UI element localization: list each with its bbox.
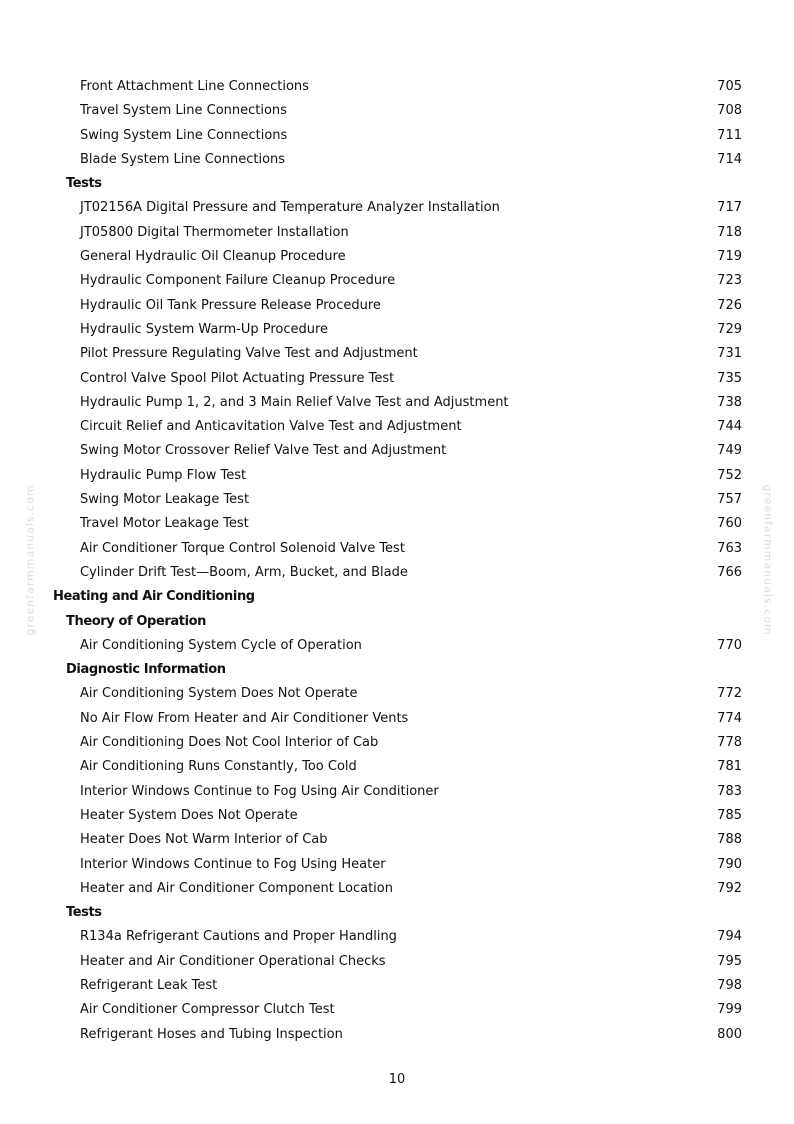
toc-entry-title: R134a Refrigerant Cautions and Proper Handling [80,929,397,945]
toc-entry-title: Heater and Air Conditioner Operational Checks [80,953,386,969]
toc-entry-title: Refrigerant Leak Test [80,977,218,993]
toc-entry-title: Air Conditioning Does Not Cool Interior of Cab [80,735,379,751]
toc-entry-page: 763 [717,540,742,556]
toc-entry[interactable] [0,269,794,293]
watermark-right: greenfarmmanuals.com [761,484,775,636]
toc-entry-page: 766 [717,564,742,580]
toc-entry[interactable] [0,707,794,731]
toc-entry-title: Pilot Pressure Regulating Valve Test and Adjustment [80,346,418,362]
toc-entry[interactable] [0,196,794,220]
toc-entry[interactable] [0,464,794,488]
toc-entry-title: Hydraulic Pump 1, 2, and 3 Main Relief Valve Test and Adjustment [80,394,509,410]
toc-entry[interactable] [0,780,794,804]
toc-entry-title: Air Conditioning System Cycle of Operation [80,637,362,653]
toc-entry-page: 744 [717,419,742,435]
toc-entry-title: Cylinder Drift Test—Boom, Arm, Bucket, and Blade [80,564,408,580]
toc-entry-title: Heating and Air Conditioning [53,589,255,605]
toc-entry-page: 723 [717,273,742,289]
toc-entry-title: Air Conditioning System Does Not Operate [80,686,358,702]
toc-entry-title: Air Conditioning Runs Constantly, Too Cold [80,759,357,775]
toc-entry-title: Blade System Line Connections [80,151,286,167]
toc-entry[interactable] [0,877,794,901]
toc-entry-page: 705 [717,79,742,94]
toc-entry-title: Swing System Line Connections [80,127,288,143]
toc-entry-title: Hydraulic Pump Flow Test [80,467,247,483]
toc-entry-page: 726 [717,297,742,313]
toc-entry[interactable] [0,974,794,998]
toc-entry-page: 778 [717,735,742,751]
toc-entry-page: 749 [717,443,742,459]
toc-entry-page: 752 [717,467,742,483]
toc-entry-page: 790 [717,856,742,872]
toc-entry-title: Heater Does Not Warm Interior of Cab [80,832,328,848]
toc-entry-page: 798 [717,977,742,993]
toc-subsection-heading [0,610,794,634]
toc-entry-page: 785 [717,807,742,823]
toc-entry[interactable] [0,512,794,536]
toc-entry-page: 770 [717,637,742,653]
toc-entry[interactable] [0,998,794,1022]
toc-entry[interactable] [0,731,794,755]
toc-section-heading [0,585,794,609]
toc-entry-title: Front Attachment Line Connections [80,79,309,94]
toc-entry-title: Hydraulic System Warm-Up Procedure [80,321,329,337]
toc-entry[interactable] [0,318,794,342]
toc-entry-title: Hydraulic Oil Tank Pressure Release Procedure [80,297,381,313]
toc-entry[interactable] [0,950,794,974]
toc-entry[interactable] [0,537,794,561]
toc-entry-title: Travel System Line Connections [80,103,287,119]
page-number: 10 [388,1072,406,1087]
toc-entry-page: 708 [717,103,742,119]
toc-entry-title: Interior Windows Continue to Fog Using Heater [80,856,386,872]
toc-entry-page: 783 [717,783,742,799]
toc-entry-title: Refrigerant Hoses and Tubing Inspection [80,1026,343,1042]
toc-entry-page: 731 [717,346,742,362]
toc-entry[interactable] [0,634,794,658]
toc-entry-page: 757 [717,492,742,508]
toc-entry[interactable] [0,221,794,245]
toc-entry[interactable] [0,755,794,779]
toc-entry-page: 788 [717,832,742,848]
toc-entry-page: 735 [717,370,742,386]
toc-entry[interactable] [0,99,794,123]
toc-entry-page: 718 [717,224,742,240]
toc-entry-title: JT05800 Digital Thermometer Installation [80,224,349,240]
toc-entry-page: 799 [717,1002,742,1018]
table-of-contents [0,75,794,1047]
toc-entry-title: Tests [66,176,102,192]
toc-entry-title: Swing Motor Leakage Test [80,492,250,508]
toc-entry-page: 711 [717,127,742,143]
toc-entry-page: 772 [717,686,742,702]
toc-entry-title: Swing Motor Crossover Relief Valve Test and Adjustment [80,443,447,459]
toc-entry-page: 781 [717,759,742,775]
toc-entry[interactable] [0,415,794,439]
toc-entry-page: 717 [717,200,742,216]
toc-entry-page: 800 [717,1026,742,1042]
toc-entry-title: Heater and Air Conditioner Component Location [80,880,393,896]
toc-entry[interactable] [0,439,794,463]
toc-entry-page: 738 [717,394,742,410]
toc-entry-title: Diagnostic Information [66,662,226,678]
toc-subsection-heading [0,901,794,925]
toc-subsection-heading [0,172,794,196]
watermark-left: greenfarmmanuals.com [23,484,37,636]
toc-entry-title: Heater System Does Not Operate [80,807,298,823]
toc-entry[interactable] [0,342,794,366]
toc-entry[interactable] [0,925,794,949]
toc-entry[interactable] [0,294,794,318]
toc-entry[interactable] [0,804,794,828]
toc-entry-title: Theory of Operation [66,613,207,629]
toc-entry-title: Circuit Relief and Anticavitation Valve Test and Adjustment [80,419,462,435]
toc-entry-title: Travel Motor Leakage Test [80,516,249,532]
toc-entry-title: Air Conditioner Compressor Clutch Test [80,1002,335,1018]
toc-subsection-heading [0,658,794,682]
toc-entry[interactable] [0,828,794,852]
toc-entry[interactable] [0,853,794,877]
toc-entry[interactable] [0,245,794,269]
toc-entry-page: 719 [717,249,742,265]
toc-entry[interactable] [0,75,794,99]
toc-entry-title: Control Valve Spool Pilot Actuating Pressure Test [80,370,395,386]
toc-entry-page: 792 [717,880,742,896]
toc-entry-title: JT02156A Digital Pressure and Temperature Analyzer Installation [80,200,500,216]
toc-entry-page: 714 [717,151,742,167]
toc-entry-title: Air Conditioner Torque Control Solenoid Valve Test [80,540,405,556]
toc-entry-title: Hydraulic Component Failure Cleanup Procedure [80,273,396,289]
toc-entry-page: 774 [717,710,742,726]
toc-entry-title: Interior Windows Continue to Fog Using Air Conditioner [80,783,439,799]
toc-entry-title: General Hydraulic Oil Cleanup Procedure [80,249,346,265]
toc-entry[interactable] [0,148,794,172]
toc-entry[interactable] [0,561,794,585]
toc-entry[interactable] [0,488,794,512]
toc-entry-page: 794 [717,929,742,945]
toc-entry-page: 729 [717,321,742,337]
toc-entry[interactable] [0,682,794,706]
toc-entry-title: Tests [66,905,102,921]
toc-entry[interactable] [0,367,794,391]
toc-entry[interactable] [0,124,794,148]
toc-entry-title: No Air Flow From Heater and Air Conditioner Vents [80,710,409,726]
toc-entry[interactable] [0,391,794,415]
toc-entry-page: 760 [717,516,742,532]
toc-entry[interactable] [0,1023,794,1047]
toc-entry-page: 795 [717,953,742,969]
